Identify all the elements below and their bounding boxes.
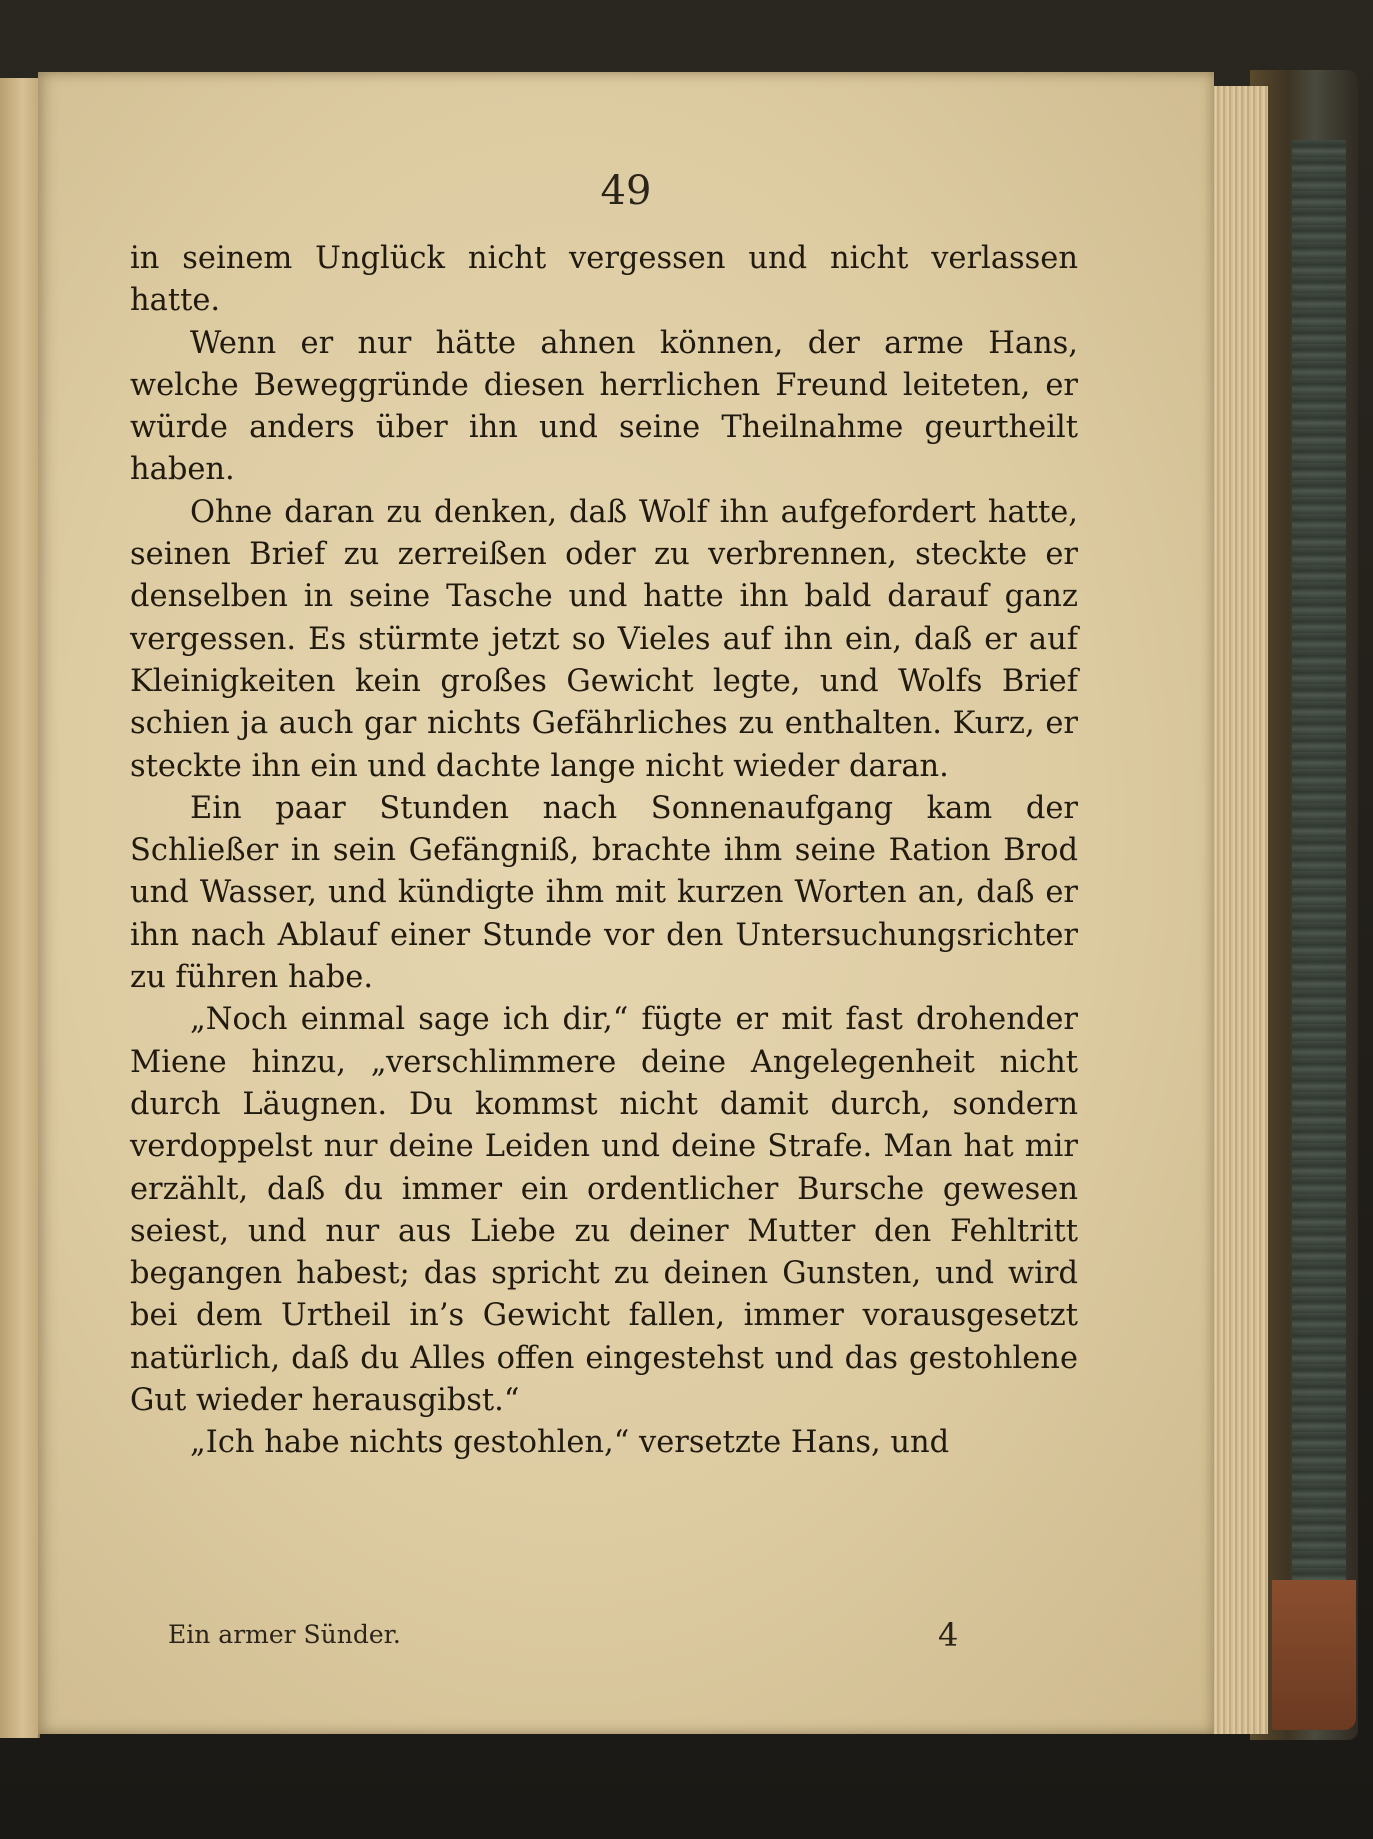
paragraph: Wenn er nur hätte ahnen können, der arme Hans, welche Beweggründe diesen herrlichen Freund leiteten, er würde anders über ihn und seine Theilnahme geurtheilt haben. (130, 325, 1078, 488)
paragraph: „Noch einmal sage ich dir,“ fügte er mit fast drohender Miene hinzu, „verschlimmere deine Angelegenheit nicht durch Läugnen. Du kommst nicht damit durch, sondern verdoppelst nur deine Leiden und deine Strafe. Man hat mir erzählt, daß du immer ein ordentlicher Bursche gewesen seiest, und nur aus Liebe zu deiner Mutter den Fehltritt begangen habest; das spricht zu deinen Gunsten, und wird bei dem Urtheil in’s Gewicht fallen, immer vorausgesetzt natürlich, daß du Alles offen eingestehst und das gestohlene Gut wieder herausgibst.“ (130, 1002, 1078, 1419)
cover-leather-spine (1292, 140, 1346, 1580)
page-stack-edge (1208, 86, 1268, 1734)
signature-mark: 4 (938, 1616, 959, 1654)
paragraph: „Ich habe nichts gestohlen,“ versetzte Hans, und (190, 1425, 950, 1461)
page-number: 49 (600, 168, 652, 214)
paragraph: Ein paar Stunden nach Sonnenaufgang kam der Schließer in sein Gefängniß, brachte ihm seine Ration Brod und Wasser, und kündigte ihm mit kurzen Worten an, daß er ihn nach Ablauf einer Stunde vor den Untersuchungsrichter zu führen habe. (130, 790, 1078, 996)
cover-corner (1272, 1580, 1356, 1730)
page-footer (168, 1616, 1028, 1660)
paragraph: in seinem Unglück nicht vergessen und nicht verlassen hatte. (130, 241, 1078, 319)
paragraph: Ohne daran zu denken, daß Wolf ihn aufgefordert hatte, seinen Brief zu zerreißen oder zu verbrennen, steckte er denselben in seine Tasche und hatte ihn bald darauf ganz vergessen. Es stürmte jetzt so Vieles auf ihn ein, daß er auf Kleinigkeiten kein großes Gewicht legte, und Wolfs Brief schien ja auch gar nichts Gefährliches zu enthalten. Kurz, er steckte ihn ein und dachte lange nicht wieder daran. (130, 494, 1078, 784)
book-page (38, 72, 1214, 1734)
left-page-edge (0, 78, 40, 1738)
body-text (130, 238, 1078, 1465)
running-footer-title: Ein armer Sünder. (168, 1620, 401, 1649)
